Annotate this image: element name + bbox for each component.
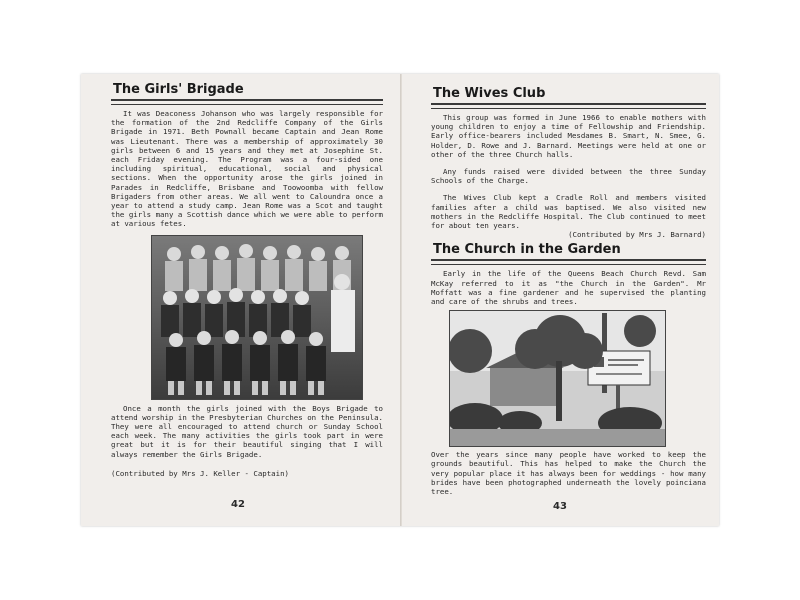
church-garden-photo: [449, 310, 666, 447]
book-spread: [81, 74, 719, 526]
wives-club-paragraph-3: The Wives Club kept a Cradle Roll and members visited families after a child was baptised. We also visited new mothers in the Redcliffe Hospital. The Club continued to meet for about ten years.: [431, 193, 706, 231]
heading-rule: [431, 259, 706, 265]
left-page: [111, 74, 383, 526]
page-number-left: 42: [231, 499, 245, 510]
church-garden-paragraph-1: Early in the life of the Queens Beach Church Revd. Sam McKay referred to it as "the Church in the Garden". Mr Moffatt was a fine gardener and he supervised the planting and care of the shrubs and trees.: [431, 269, 706, 307]
girls-brigade-paragraph-1: It was Deaconess Johanson who was largely responsible for the formation of the 2nd Redcliffe Company of the Girls Brigade in 1971. Beth Pownall became Captain and Jean Rome was Lieutenant. There was a membership of approximately 30 girls between 6 and 15 years and they met at Josephine St. each Friday evening. The Program was a four-sided one including spiritual, educational, social and physical sections. When the opportunity arose the girls joined in Parades in Redcliffe, Brisbane and Toowoomba with fellow Brigaders from other areas. We all went to Caloundra once a year to attend a study camp. Jean Rome was a Scot and taught the girls many a Scottish dance which we were able to perform at various fetes.: [111, 109, 383, 229]
girls-brigade-heading: The Girls' Brigade: [113, 82, 244, 97]
wives-club-paragraph-1: This group was formed in June 1966 to enable mothers with young children to enjoy a time of Fellowship and Friendship. Early office-bearers included Mesdames B. Smart, N. Smee, G. Holder, D. Rowe and J. Barnard. Meetings were held at one or other of the three Church halls.: [431, 113, 706, 159]
girls-brigade-paragraph-2: Once a month the girls joined with the Boys Brigade to attend worship in the Presbyterian Churches on the Peninsula. They were all encouraged to attend church or Sunday School each week. The many activities the girls took part in were great but it is for their beautiful singing that I will always remember the Girls Brigade.: [111, 403, 383, 459]
heading-rule: [431, 103, 706, 109]
page-number-right: 43: [553, 501, 567, 512]
book-gutter: [400, 74, 402, 526]
church-garden-paragraph-2: Over the years since many people have worked to keep the grounds beautiful. This has helped to make the Church the very popular place it has always been for weddings - how many brides have been photographed underneath the lovely poinciana tree.: [431, 450, 706, 497]
wives-club-heading: The Wives Club: [433, 86, 546, 101]
girls-brigade-group-photo: [151, 235, 363, 400]
wives-club-credit: (Contributed by Mrs J. Barnard): [568, 230, 706, 240]
girls-brigade-credit: (Contributed by Mrs J. Keller - Captain): [111, 468, 289, 478]
right-page: [431, 74, 706, 526]
church-garden-heading: The Church in the Garden: [433, 242, 621, 258]
heading-rule: [111, 99, 383, 105]
wives-club-paragraph-2: Any funds raised were divided between the three Sunday Schools of the Charge.: [431, 167, 706, 186]
